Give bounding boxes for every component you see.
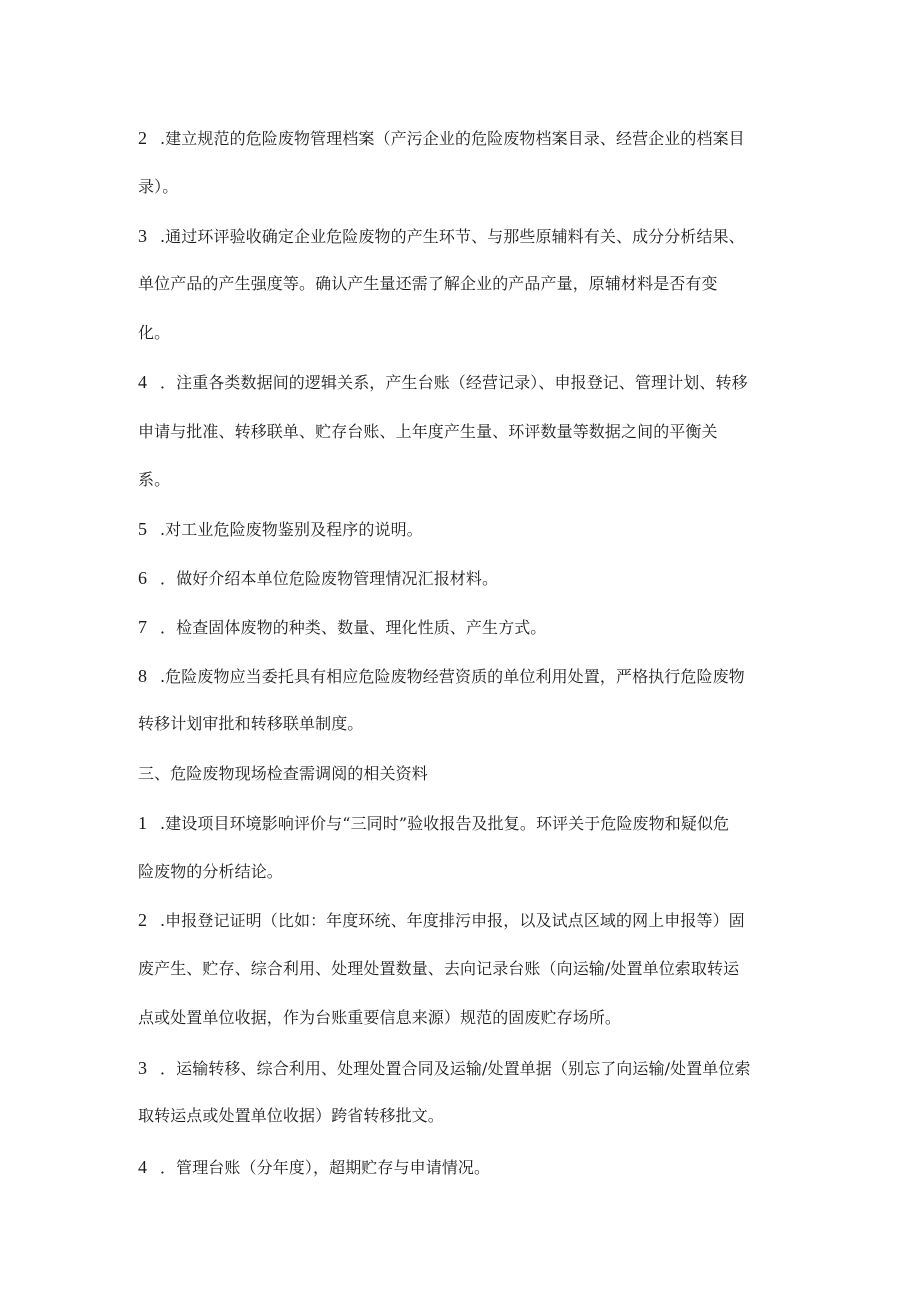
line-text: 废产生、贮存、综合利用、处理处置数量、去向记录台账（向运输/处置单位索取转运 (138, 959, 740, 978)
section-heading (138, 763, 798, 785)
paragraph-line (138, 176, 798, 198)
item-number: 3 (138, 226, 148, 246)
line-text: .危险废物应当委托具有相应危险废物经营资质的单位利用处置，严格执行危险废物 (160, 667, 745, 686)
paragraph-line (138, 225, 798, 248)
item-number: 1 (138, 813, 148, 833)
paragraph-line (138, 273, 798, 295)
line-text: .建设项目环境影响评价与“三同时”验收报告及批复。环评关于危险废物和疑似危 (160, 814, 730, 833)
section-heading-text: 三、危险废物现场检查需调阅的相关资料 (138, 764, 428, 783)
paragraph-line (138, 518, 798, 541)
paragraph-line (138, 322, 798, 344)
line-text: .通过环评验收确定企业危险废物的产生环节、与那些原辅料有关、成分分析结果、 (160, 227, 745, 246)
paragraph-line (138, 469, 798, 491)
paragraph-line (138, 127, 798, 150)
line-text: 化。 (138, 323, 171, 342)
line-text: .申报登记证明（比如：年度环统、年度排污申报，以及试点区域的网上申报等）固 (160, 911, 745, 930)
item-number: 5 (138, 519, 148, 539)
item-number: 4 (138, 372, 148, 392)
item-number: 6 (138, 568, 148, 588)
paragraph-line (138, 371, 798, 394)
paragraph-line (138, 713, 798, 735)
line-text: 险废物的分析结论。 (138, 862, 283, 881)
paragraph-line (138, 1156, 798, 1179)
paragraph-line (138, 812, 798, 835)
paragraph-line (138, 861, 798, 883)
line-text: ．注重各类数据间的逻辑关系，产生台账（经营记录）、申报登记、管理计划、转移 (160, 373, 748, 392)
paragraph-line (138, 1007, 798, 1029)
item-number: 8 (138, 666, 148, 686)
line-text: ．运输转移、综合利用、处理处置合同及运输/处置单据（别忘了向运输/处置单位索 (160, 1059, 751, 1078)
line-text: 申请与批准、转移联单、贮存台账、上年度产生量、环评数量等数据之间的平衡关 (138, 422, 718, 441)
paragraph-line (138, 665, 798, 688)
line-text: ．检查固体废物的种类、数量、理化性质、产生方式。 (160, 618, 547, 637)
line-text: ．管理台账（分年度），超期贮存与申请情况。 (160, 1158, 491, 1177)
line-text: .建立规范的危险废物管理档案（产污企业的危险废物档案目录、经营企业的档案目 (160, 129, 745, 148)
line-text: 点或处置单位收据，作为台账重要信息来源）规范的固废贮存场所。 (138, 1008, 622, 1027)
line-text: 取转运点或处置单位收据）跨省转移批文。 (138, 1106, 444, 1125)
paragraph-line (138, 958, 798, 980)
paragraph-line (138, 909, 798, 932)
line-text: ．做好介绍本单位危险废物管理情况汇报材料。 (160, 569, 499, 588)
paragraph-line (138, 1105, 798, 1127)
paragraph-line (138, 421, 798, 443)
item-number: 2 (138, 128, 148, 148)
item-number: 4 (138, 1157, 148, 1177)
paragraph-line (138, 616, 798, 639)
line-text: 单位产品的产生强度等。确认产生量还需了解企业的产品产量，原辅材料是否有变 (138, 274, 718, 293)
paragraph-line (138, 567, 798, 590)
line-text: 录）。 (138, 177, 179, 196)
line-text: .对工业危险废物鉴别及程序的说明。 (160, 520, 423, 539)
item-number: 2 (138, 910, 148, 930)
item-number: 7 (138, 617, 148, 637)
line-text: 系。 (138, 470, 171, 489)
line-text: 转移计划审批和转移联单制度。 (138, 714, 364, 733)
item-number: 3 (138, 1058, 148, 1078)
paragraph-line (138, 1057, 798, 1080)
